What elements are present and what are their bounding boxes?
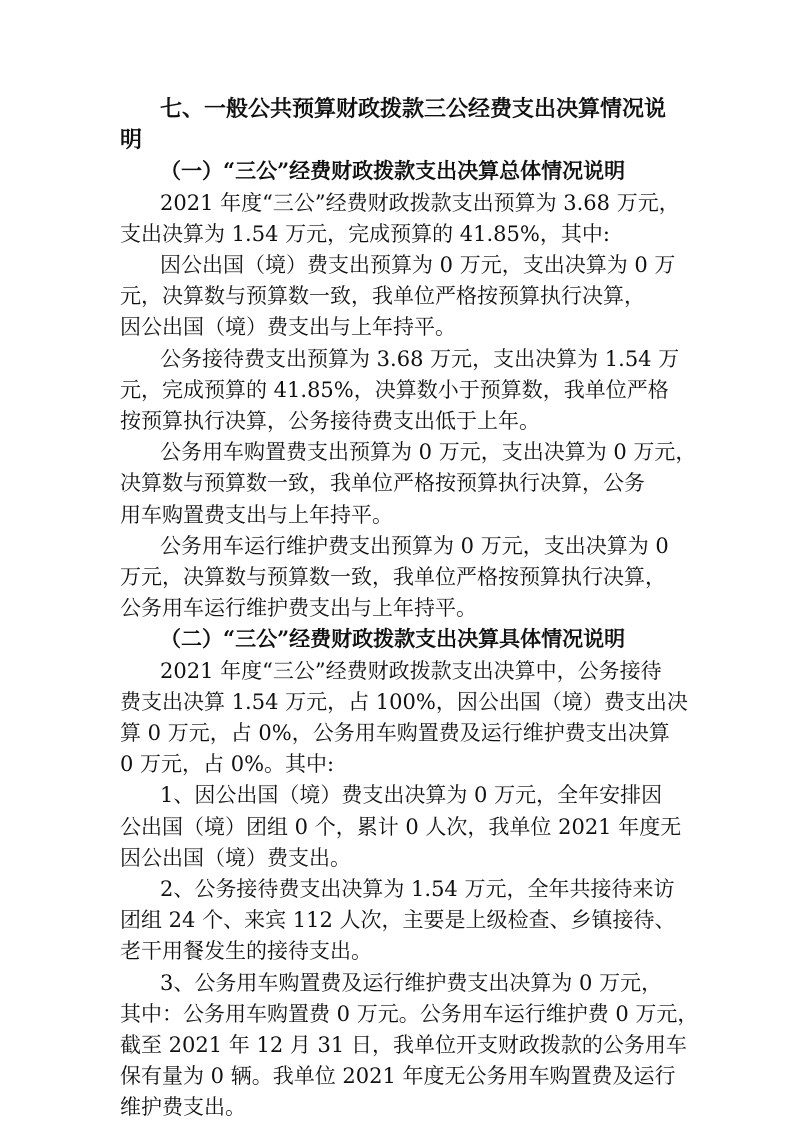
sub1-p4-line: 决算数与预算数一致，我单位严格按预算执行决算，公务 [120, 471, 645, 496]
sub1-p3-line: 公务接待费支出预算为 3.68 万元，支出决算为 1.54 万 [160, 346, 680, 371]
sub1-heading: （一）“三公”经费财政拨款支出决算总体情况说明 [160, 158, 626, 184]
sub2-p1-line: 算 0 万元，占 0%，公务用车购置费及运行维护费支出决算 [120, 721, 670, 745]
sub2-p4-line: 维护费支出。 [120, 1095, 246, 1120]
sub1-p4-line: 用车购置费支出与上年持平。 [120, 502, 393, 527]
sub2-p1-line: 费支出决算 1.54 万元，占 100%，因公出国（境）费支出决 [120, 689, 688, 714]
sub1-p1-line: 支出决算为 1.54 万元，完成预算的 41.85%，其中: [120, 221, 610, 246]
sub1-p5-line: 公务用车运行维护费支出预算为 0 万元，支出决算为 0 [160, 533, 669, 558]
sub2-p3-line: 团组 24 个、来宾 112 人次，主要是上级检查、乡镇接待、 [120, 908, 676, 933]
sub1-p2-line: 元，决算数与预算数一致，我单位严格按预算执行决算， [120, 284, 645, 309]
sub1-p5-line: 万元，决算数与预算数一致，我单位严格按预算执行决算， [120, 565, 666, 589]
sub2-p4-line: 截至 2021 年 12 月 31 日，我单位开支财政拨款的公务用车 [120, 1033, 687, 1057]
sub2-p4-line: 其中：公务用车购置费 0 万元。公务用车运行维护费 0 万元， [120, 1001, 699, 1026]
sub1-p2-line: 因公出国（境）费支出预算为 0 万元，支出决算为 0 万 [160, 253, 676, 277]
sub1-p3-line: 按预算执行决算，公务接待费支出低于上年。 [120, 409, 540, 433]
sub2-p1-line: 0 万元，占 0%。其中: [120, 752, 335, 777]
sub1-p5-line: 公务用车运行维护费支出与上年持平。 [120, 596, 477, 621]
sub1-p2-line: 因公出国（境）费支出与上年持平。 [120, 315, 456, 340]
sub2-p2-line: 因公出国（境）费支出。 [120, 845, 351, 870]
sub2-p4-line: 3、公务用车购置费及运行维护费支出决算为 0 万元， [160, 970, 663, 995]
sub2-p3-line: 老干用餐发生的接待支出。 [120, 939, 372, 964]
sub1-p3-line: 元，完成预算的 41.85%，决算数小于预算数，我单位严格 [120, 377, 669, 402]
section-title-line-1: 七、一般公共预算财政拨款三公经费支出决算情况说 [160, 96, 667, 122]
section-title-line-2: 明 [120, 127, 143, 154]
sub2-p2-line: 1、因公出国（境）费支出决算为 0 万元，全年安排因 [160, 783, 663, 808]
sub1-p4-line: 公务用车购置费支出预算为 0 万元，支出决算为 0 万元， [160, 440, 697, 465]
sub2-p2-line: 公出国（境）团组 0 个，累计 0 人次，我单位 2021 年度无 [120, 814, 682, 839]
sub2-p4-line: 保有量为 0 辆。我单位 2021 年度无公务用车购置费及运行 [120, 1064, 676, 1089]
sub2-p3-line: 2、公务接待费支出决算为 1.54 万元，全年共接待来访 [160, 877, 675, 901]
sub2-p1-line: 2021 年度“三公”经费财政拨款支出决算中，公务接待 [160, 658, 662, 683]
sub1-p1-line: 2021 年度“三公”经费财政拨款支出预算为 3.68 万元， [160, 190, 680, 215]
sub2-heading: （二）“三公”经费财政拨款支出决算具体情况说明 [160, 626, 626, 652]
